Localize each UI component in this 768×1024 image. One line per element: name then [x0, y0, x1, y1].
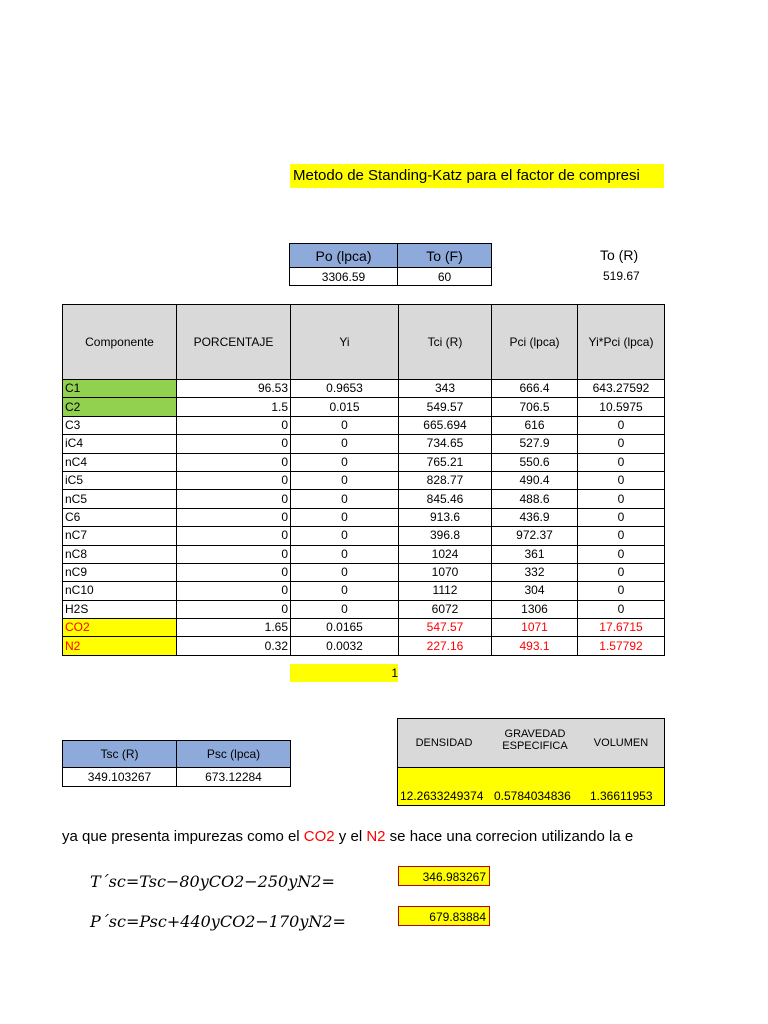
cell-componente[interactable]: C6: [63, 508, 177, 526]
header-yi-pci: Yi*Pci (lpca): [578, 305, 665, 380]
cell-yi-pci[interactable]: 0: [578, 563, 665, 581]
cell-pci[interactable]: 436.9: [492, 508, 578, 526]
header-densidad: DENSIDAD: [415, 737, 473, 749]
cell-psc[interactable]: 673.12284: [177, 768, 291, 787]
cell-yi[interactable]: 0: [291, 490, 399, 508]
note-highlight: N2: [366, 828, 386, 845]
correction-note: ya que presenta impurezas como el CO2 y el N2 se hace una correcion utilizando la e: [62, 828, 634, 845]
cell-porcentaje[interactable]: 1.5: [177, 398, 291, 416]
note-highlight: CO2: [303, 828, 335, 845]
cell-yi[interactable]: 0: [291, 453, 399, 471]
cell-yi-pci[interactable]: 0: [578, 416, 665, 434]
header-gravedad: GRAVEDAD ESPECIFICA: [502, 728, 568, 752]
cell-componente[interactable]: nC9: [63, 563, 177, 581]
cell-porcentaje[interactable]: 0: [177, 545, 291, 563]
cell-pci[interactable]: 616: [492, 416, 578, 434]
cell-pci[interactable]: 493.1: [492, 637, 578, 655]
table-row: [63, 416, 665, 434]
header-porcentaje: PORCENTAJE: [177, 305, 291, 380]
cell-porcentaje[interactable]: 0: [177, 600, 291, 618]
table-row: [63, 600, 665, 618]
cell-porcentaje[interactable]: 0: [177, 435, 291, 453]
components-table: [62, 304, 665, 656]
cell-yi[interactable]: 0: [291, 508, 399, 526]
table-row: [63, 471, 665, 489]
cell-yi-pci[interactable]: 0: [578, 508, 665, 526]
cell-tci[interactable]: 396.8: [399, 527, 492, 545]
cell-tci[interactable]: 734.65: [399, 435, 492, 453]
table-row: [63, 435, 665, 453]
cell-pci[interactable]: 304: [492, 582, 578, 600]
header-to-f: To (F): [398, 244, 492, 268]
cell-tci[interactable]: 1070: [399, 563, 492, 581]
cell-tci[interactable]: 665.694: [399, 416, 492, 434]
cell-yi-pci[interactable]: 10.5975: [578, 398, 665, 416]
table-row: [63, 453, 665, 471]
cell-pci[interactable]: 706.5: [492, 398, 578, 416]
table-row: [63, 545, 665, 563]
cell-yi-pci[interactable]: 0: [578, 582, 665, 600]
cell-componente[interactable]: nC7: [63, 527, 177, 545]
header-volumen: VOLUMEN: [593, 737, 649, 749]
header-tsc: Tsc (R): [63, 741, 177, 768]
formula-tsc-corrected: T´sc=Tsc−80yCO2−250yN2=: [90, 872, 335, 891]
cell-porcentaje[interactable]: 0: [177, 563, 291, 581]
cell-yi[interactable]: 0.0165: [291, 619, 399, 637]
header-componente: Componente: [63, 305, 177, 380]
cell-porcentaje[interactable]: 1.65: [177, 619, 291, 637]
cell-gravedad[interactable]: 0.5784034836: [494, 789, 571, 803]
cell-yi[interactable]: 0: [291, 435, 399, 453]
cell-yi[interactable]: 0.0032: [291, 637, 399, 655]
table-row: [63, 508, 665, 526]
cell-tci[interactable]: 227.16: [399, 637, 492, 655]
cell-tci[interactable]: 1024: [399, 545, 492, 563]
cell-componente[interactable]: iC4: [63, 435, 177, 453]
cell-porcentaje[interactable]: 0.32: [177, 637, 291, 655]
cell-pci[interactable]: 550.6: [492, 453, 578, 471]
cell-componente[interactable]: C2: [63, 398, 177, 416]
cell-tci[interactable]: 343: [399, 380, 492, 398]
cell-pci[interactable]: 666.4: [492, 380, 578, 398]
cell-tci[interactable]: 547.57: [399, 619, 492, 637]
to-r-value[interactable]: 519.67: [603, 269, 640, 283]
cell-porcentaje[interactable]: 96.53: [177, 380, 291, 398]
cell-yi-pci[interactable]: 0: [578, 490, 665, 508]
cell-yi[interactable]: 0: [291, 416, 399, 434]
cell-tci[interactable]: 828.77: [399, 471, 492, 489]
cell-volumen[interactable]: 1.36611953: [590, 789, 653, 803]
cell-pci[interactable]: 488.6: [492, 490, 578, 508]
cell-tsc[interactable]: 349.103267: [63, 768, 177, 787]
table-row: [63, 619, 665, 637]
cell-yi-pci[interactable]: 0: [578, 435, 665, 453]
cell-yi[interactable]: 0.015: [291, 398, 399, 416]
cell-porcentaje[interactable]: 0: [177, 527, 291, 545]
cell-tci[interactable]: 1112: [399, 582, 492, 600]
density-table-header: [398, 719, 664, 768]
cell-yi-pci[interactable]: 0: [578, 527, 665, 545]
cell-yi-pci[interactable]: 0: [578, 545, 665, 563]
pseudocritical-table: [62, 740, 291, 787]
cell-yi-pci[interactable]: 17.6715: [578, 619, 665, 637]
cell-tci[interactable]: 765.21: [399, 453, 492, 471]
cell-yi[interactable]: 0: [291, 545, 399, 563]
table-row: [63, 380, 665, 398]
table-row: [63, 527, 665, 545]
header-tci: Tci (R): [399, 305, 492, 380]
cell-yi[interactable]: 0: [291, 471, 399, 489]
cell-yi-pci[interactable]: 0: [578, 600, 665, 618]
cell-densidad[interactable]: 12.2633249374: [400, 789, 484, 803]
cell-yi-pci[interactable]: 0: [578, 471, 665, 489]
table-row: [63, 563, 665, 581]
cell-pci[interactable]: 332: [492, 563, 578, 581]
table-row: [63, 637, 665, 655]
cell-componente[interactable]: iC5: [63, 471, 177, 489]
cell-componente[interactable]: nC5: [63, 490, 177, 508]
cell-pci[interactable]: 527.9: [492, 435, 578, 453]
cell-tci[interactable]: 845.46: [399, 490, 492, 508]
cell-pci[interactable]: 361: [492, 545, 578, 563]
cell-yi[interactable]: 0: [291, 527, 399, 545]
cell-porcentaje[interactable]: 0: [177, 471, 291, 489]
cell-porcentaje[interactable]: 0: [177, 582, 291, 600]
cell-pci[interactable]: 972.37: [492, 527, 578, 545]
cell-pci[interactable]: 1306: [492, 600, 578, 618]
header-yi: Yi: [291, 305, 399, 380]
cell-componente[interactable]: nC8: [63, 545, 177, 563]
table-row: [63, 582, 665, 600]
cell-pci[interactable]: 1071: [492, 619, 578, 637]
cell-componente[interactable]: nC4: [63, 453, 177, 471]
table-row: [63, 398, 665, 416]
cell-yi[interactable]: 0: [291, 563, 399, 581]
page-title: Metodo de Standing-Katz para el factor de compresi: [290, 164, 664, 188]
cell-pci[interactable]: 490.4: [492, 471, 578, 489]
cell-porcentaje[interactable]: 0: [177, 490, 291, 508]
cell-yi-pci[interactable]: 1.57792: [578, 637, 665, 655]
cell-yi[interactable]: 0.9653: [291, 380, 399, 398]
to-r-label: To (R): [600, 247, 639, 263]
cell-componente[interactable]: CO2: [63, 619, 177, 637]
pressure-temperature-table: [289, 243, 492, 286]
cell-tci[interactable]: 549.57: [399, 398, 492, 416]
cell-componente[interactable]: N2: [63, 637, 177, 655]
density-table-values: [398, 768, 664, 805]
header-psc: Psc (lpca): [177, 741, 291, 768]
cell-yi[interactable]: 0: [291, 600, 399, 618]
header-pci: Pci (lpca): [492, 305, 578, 380]
cell-yi-pci[interactable]: 643.27592: [578, 380, 665, 398]
value-tsc-corrected[interactable]: 346.983267: [398, 866, 490, 886]
cell-tci[interactable]: 6072: [399, 600, 492, 618]
cell-to-f[interactable]: 60: [398, 268, 492, 286]
formula-psc-corrected: P´sc=Psc+440yCO2−170yN2=: [90, 912, 346, 931]
cell-componente[interactable]: H2S: [63, 600, 177, 618]
cell-componente[interactable]: C3: [63, 416, 177, 434]
density-table: [397, 718, 665, 806]
yi-sum-cell[interactable]: 1: [290, 664, 398, 682]
value-psc-corrected[interactable]: 679.83884: [398, 906, 490, 926]
cell-porcentaje[interactable]: 0: [177, 453, 291, 471]
cell-po[interactable]: 3306.59: [290, 268, 398, 286]
table-row: [63, 490, 665, 508]
cell-componente[interactable]: C1: [63, 380, 177, 398]
cell-porcentaje[interactable]: 0: [177, 508, 291, 526]
cell-tci[interactable]: 913.6: [399, 508, 492, 526]
cell-porcentaje[interactable]: 0: [177, 416, 291, 434]
cell-componente[interactable]: nC10: [63, 582, 177, 600]
cell-yi-pci[interactable]: 0: [578, 453, 665, 471]
header-po: Po (lpca): [290, 244, 398, 268]
cell-yi[interactable]: 0: [291, 582, 399, 600]
